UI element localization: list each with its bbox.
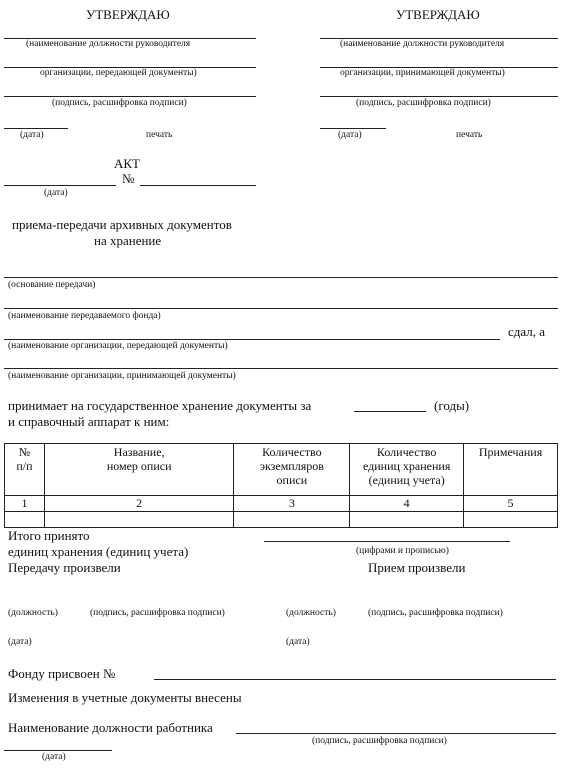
column-number: 4	[350, 496, 464, 512]
act-subject-line-1: приема-передачи архивных документов	[12, 217, 232, 232]
act-subject-line-2: на хранение	[94, 233, 162, 248]
handed-over-label: сдал, а	[508, 324, 546, 339]
org-from-line	[4, 339, 500, 340]
transfer-position-right: (должность)	[286, 608, 336, 618]
org-to-line	[4, 368, 558, 369]
header-number: № п/п	[5, 444, 45, 496]
table-cell[interactable]	[44, 512, 234, 528]
act-number-line	[140, 185, 256, 186]
fund-number-line	[154, 679, 556, 680]
documents-table	[4, 443, 558, 528]
header-units: Количество единиц хранения (единиц учета)	[350, 444, 464, 496]
approve-left-date: (дата)	[20, 130, 44, 140]
approve-left-line-3	[4, 96, 256, 97]
approve-left-org: организации, передающей документы)	[40, 68, 197, 78]
approve-right-signature: (подпись, расшифровка подписи)	[356, 98, 491, 108]
act-date-line	[4, 185, 116, 186]
transfer-date-left: (дата)	[8, 637, 32, 647]
header-notes: Примечания	[464, 444, 558, 496]
years-label: (годы)	[434, 398, 470, 413]
basis-line	[4, 277, 558, 278]
table-cell[interactable]	[464, 512, 558, 528]
footer-signature: (подпись, расшифровка подписи)	[312, 736, 447, 746]
totals-units: единиц хранения (единиц учета)	[8, 544, 189, 559]
accepts-line-2: и справочный аппарат к ним:	[8, 414, 170, 429]
transfer-signature-left: (подпись, расшифровка подписи)	[90, 608, 225, 618]
approve-right-org: организации, принимающей документы)	[340, 68, 505, 78]
basis-label: (основание передачи)	[8, 280, 96, 290]
table-cell[interactable]	[5, 512, 45, 528]
header-title: Название, номер описи	[44, 444, 234, 496]
approve-left-title: УТВЕРЖДАЮ	[86, 7, 170, 22]
totals-in-words: (цифрами и прописью)	[356, 546, 449, 556]
fund-number-label: Фонду присвоен №	[8, 666, 116, 681]
worker-position-line	[236, 733, 556, 734]
footer-date: (дата)	[42, 752, 66, 762]
column-number: 3	[234, 496, 350, 512]
approve-left-seal: печать	[146, 130, 173, 140]
fund-label: (наименование передаваемого фонда)	[8, 311, 161, 321]
table-cell[interactable]	[350, 512, 464, 528]
org-to-label: (наименование организации, принимающей документы)	[8, 371, 236, 381]
act-date: (дата)	[44, 188, 68, 198]
approve-right-seal: печать	[456, 130, 483, 140]
approve-right-line-3	[320, 96, 558, 97]
fund-line	[4, 308, 558, 309]
footer-date-line	[4, 750, 112, 751]
approve-right-title: УТВЕРЖДАЮ	[396, 7, 480, 22]
transfer-date-right: (дата)	[286, 637, 310, 647]
table-number-row	[5, 496, 558, 512]
totals-line	[264, 541, 510, 542]
act-number-sign: №	[122, 171, 135, 186]
approve-left-date-line	[4, 128, 68, 129]
accepts-line-1: принимает на государственное хранение документы за	[8, 398, 312, 413]
years-line	[354, 411, 426, 412]
approve-left-signature: (подпись, расшифровка подписи)	[52, 98, 187, 108]
org-from-label: (наименование организации, передающей документы)	[8, 341, 228, 351]
table-row	[5, 512, 558, 528]
worker-position-label: Наименование должности работника	[8, 720, 213, 735]
column-number: 1	[5, 496, 45, 512]
approve-right-date: (дата)	[338, 130, 362, 140]
transfer-received: Прием произвели	[368, 560, 466, 575]
table-header-row	[5, 444, 558, 496]
transfer-signature-right: (подпись, расшифровка подписи)	[368, 608, 503, 618]
column-number: 2	[44, 496, 234, 512]
approve-left-position: (наименование должности руководителя	[26, 39, 191, 49]
act-title: АКТ	[114, 156, 140, 171]
table-cell[interactable]	[234, 512, 350, 528]
column-number: 5	[464, 496, 558, 512]
approve-right-position: (наименование должности руководителя	[340, 39, 505, 49]
approve-right-date-line	[320, 128, 386, 129]
changes-label: Изменения в учетные документы внесены	[8, 690, 242, 705]
transfer-position-left: (должность)	[8, 608, 58, 618]
transfer-handed: Передачу произвели	[8, 560, 121, 575]
header-copies: Количество экземпляров описи	[234, 444, 350, 496]
totals-accepted: Итого принято	[8, 528, 90, 543]
